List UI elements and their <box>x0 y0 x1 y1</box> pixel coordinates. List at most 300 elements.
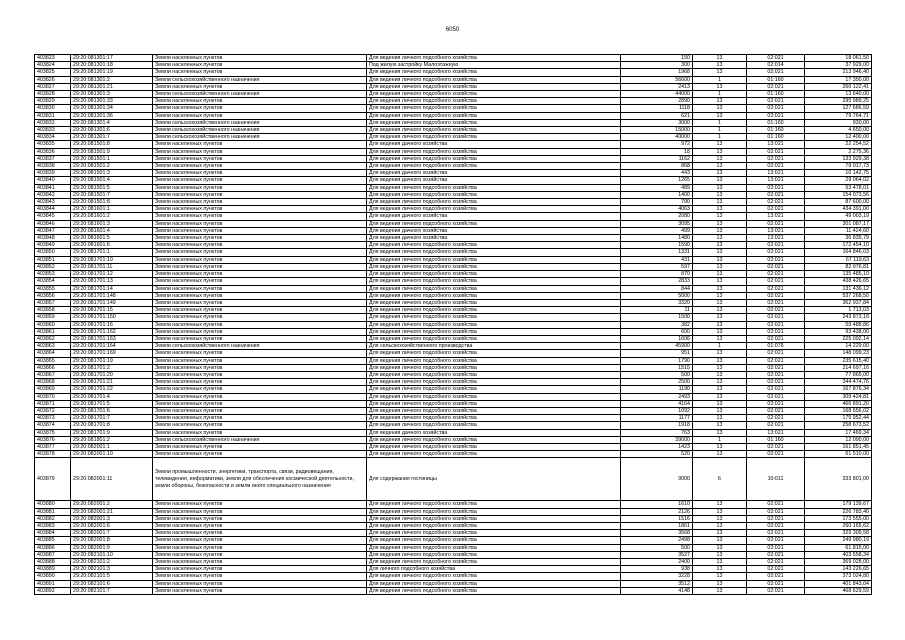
table-row <box>35 127 872 134</box>
area-cell: 500 <box>621 544 693 551</box>
cadastral-number-cell: 29:20:081701:169 <box>71 350 153 357</box>
row-number-cell: 403844 <box>35 206 71 213</box>
table-row <box>35 235 872 242</box>
activity-code-cell: 02:021 <box>747 379 805 386</box>
activity-code-cell: 02:021 <box>747 508 805 515</box>
row-number-cell: 403842 <box>35 191 71 198</box>
activity-code-cell: 02:021 <box>747 220 805 227</box>
cadastral-value-cell: 12 090,00 <box>805 436 872 443</box>
cadastral-number-cell: 29:20:081701:19 <box>71 357 153 364</box>
table-row <box>35 415 872 422</box>
row-number-cell: 403882 <box>35 515 71 522</box>
permitted-use-cell: Для ведения личного подсобного хозяйства <box>367 537 621 544</box>
zone-code-cell: 13 <box>693 256 747 263</box>
activity-code-cell: 02:021 <box>747 206 805 213</box>
cadastral-value-cell: 466 891,20 <box>805 400 872 407</box>
zone-code-cell: 13 <box>693 321 747 328</box>
row-number-cell: 403892 <box>35 587 71 594</box>
cadastral-value-cell: 225 092,14 <box>805 335 872 342</box>
zone-code-cell: 13 <box>693 227 747 234</box>
activity-code-cell: 02:021 <box>747 364 805 371</box>
permitted-use-cell: Для ведения личного подсобного хозяйства <box>367 335 621 342</box>
cadastral-value-cell: 82 976,81 <box>805 263 872 270</box>
row-number-cell: 403826 <box>35 76 71 83</box>
area-cell: 2833 <box>621 278 693 285</box>
activity-code-cell: 02:021 <box>747 357 805 364</box>
cadastral-number-cell: 29:20:081701:163 <box>71 335 153 342</box>
permitted-use-cell: Для ведения личного подсобного хозяйства <box>367 292 621 299</box>
area-cell: 1968 <box>621 69 693 76</box>
cadastral-number-cell: 29:20:081701:8 <box>71 422 153 429</box>
activity-code-cell: 02:021 <box>747 263 805 270</box>
cadastral-number-cell: 29:20:082101:10 <box>71 551 153 558</box>
row-number-cell: 403862 <box>35 335 71 342</box>
activity-code-cell: 02:021 <box>747 328 805 335</box>
activity-code-cell: 02:021 <box>747 537 805 544</box>
row-number-cell: 403850 <box>35 249 71 256</box>
zone-code-cell: 13 <box>693 580 747 587</box>
table-row <box>35 242 872 249</box>
table-row <box>35 170 872 177</box>
cadastral-number-cell: 29:20:081501:1 <box>71 155 153 162</box>
cadastral-value-cell: 213 946,40 <box>805 69 872 76</box>
table-row <box>35 307 872 314</box>
permitted-use-cell: Для ведения личного подсобного хозяйства <box>367 357 621 364</box>
table-row <box>35 364 872 371</box>
permitted-use-cell: Для ведения личного подсобного хозяйства <box>367 69 621 76</box>
cadastral-value-cell: 93 438,00 <box>805 328 872 335</box>
area-cell: 870 <box>621 271 693 278</box>
area-cell: 150 <box>621 55 693 62</box>
zone-code-cell: 13 <box>693 566 747 573</box>
cadastral-value-cell: 22 254,52 <box>805 141 872 148</box>
land-category-cell: Земли сельскохозяйственного назначения <box>153 127 367 134</box>
cadastral-number-cell: 29:20:081701:6 <box>71 407 153 414</box>
activity-code-cell: 02:021 <box>747 350 805 357</box>
table-row <box>35 155 872 162</box>
permitted-use-cell: Для ведения личного подсобного хозяйства <box>367 271 621 278</box>
zone-code-cell: 13 <box>693 206 747 213</box>
land-category-cell: Земли населенных пунктов <box>153 415 367 422</box>
permitted-use-cell: Для ведения личного подсобного хозяйства <box>367 350 621 357</box>
area-cell: 1190 <box>621 386 693 393</box>
cadastral-number-cell: 29:20:081301:4 <box>71 119 153 126</box>
cadastral-value-cell: 17 469,34 <box>805 429 872 436</box>
table-row <box>35 227 872 234</box>
row-number-cell: 403863 <box>35 343 71 350</box>
cadastral-value-cell: 61 815,00 <box>805 544 872 551</box>
area-cell: 951 <box>621 350 693 357</box>
land-category-cell: Земли населенных пунктов <box>153 451 367 458</box>
permitted-use-cell: Для ведения личного подсобного хозяйства <box>367 76 621 83</box>
land-category-cell: Земли населенных пунктов <box>153 559 367 566</box>
activity-code-cell: 02:021 <box>747 105 805 112</box>
area-cell: 2890 <box>621 98 693 105</box>
permitted-use-cell: Для ведения дачного хозяйства <box>367 213 621 220</box>
permitted-use-cell: Для ведения личного подсобного хозяйства <box>367 407 621 414</box>
activity-code-cell: 01:160 <box>747 119 805 126</box>
permitted-use-cell: Для ведения личного подсобного хозяйства <box>367 285 621 292</box>
cadastral-number-cell: 29:20:081701:148 <box>71 292 153 299</box>
row-number-cell: 403873 <box>35 415 71 422</box>
area-cell: 40000 <box>621 134 693 141</box>
row-number-cell: 403828 <box>35 91 71 98</box>
cadastral-value-cell: 37 929,00 <box>805 62 872 69</box>
zone-code-cell: 13 <box>693 220 747 227</box>
permitted-use-cell: Для ведения личного подсобного хозяйства <box>367 314 621 321</box>
cadastral-value-cell: 333 801,00 <box>805 458 872 501</box>
land-category-cell: Земли населенных пунктов <box>153 515 367 522</box>
cadastral-value-cell: 77 865,00 <box>805 371 872 378</box>
permitted-use-cell: Для ведения личного подсобного хозяйства <box>367 134 621 141</box>
land-category-cell: Земли населенных пунктов <box>153 256 367 263</box>
cadastral-number-cell: 29:20:081501:9 <box>71 148 153 155</box>
row-number-cell: 403823 <box>35 55 71 62</box>
cadastral-value-cell: 164 846,03 <box>805 249 872 256</box>
area-cell: 4063 <box>621 206 693 213</box>
activity-code-cell: 02:021 <box>747 314 805 321</box>
land-category-cell: Земли населенных пунктов <box>153 235 367 242</box>
cadastral-value-cell: 2 275,36 <box>805 148 872 155</box>
row-number-cell: 403846 <box>35 220 71 227</box>
cadastral-number-cell: 29:20:081501:8 <box>71 141 153 148</box>
permitted-use-cell: Для ведения личного подсобного хозяйства <box>367 415 621 422</box>
zone-code-cell: 1 <box>693 343 747 350</box>
land-category-cell: Земли сельскохозяйственного назначения <box>153 343 367 350</box>
activity-code-cell: 13:021 <box>747 235 805 242</box>
land-parcel-table <box>34 54 872 595</box>
row-number-cell: 403830 <box>35 105 71 112</box>
zone-code-cell: 13 <box>693 451 747 458</box>
row-number-cell: 403849 <box>35 242 71 249</box>
land-category-cell: Земли населенных пунктов <box>153 307 367 314</box>
area-cell: 3527 <box>621 551 693 558</box>
row-number-cell: 403845 <box>35 213 71 220</box>
zone-code-cell: 13 <box>693 501 747 508</box>
activity-code-cell: 02:021 <box>747 573 805 580</box>
area-cell: 499 <box>621 227 693 234</box>
cadastral-number-cell: 29:20:081701:22 <box>71 386 153 393</box>
land-category-cell: Земли населенных пунктов <box>153 544 367 551</box>
zone-code-cell: 13 <box>693 263 747 270</box>
row-number-cell: 403889 <box>35 566 71 573</box>
cadastral-number-cell: 29:20:081301:2 <box>71 76 153 83</box>
permitted-use-cell: Для ведения личного подсобного хозяйства <box>367 127 621 134</box>
row-number-cell: 403856 <box>35 292 71 299</box>
permitted-use-cell: Для ведения личного подсобного хозяйства <box>367 551 621 558</box>
area-cell: 700 <box>621 199 693 206</box>
permitted-use-cell: Для ведения дачного хозяйства <box>367 235 621 242</box>
activity-code-cell: 13:021 <box>747 213 805 220</box>
cadastral-value-cell: 373 024,80 <box>805 573 872 580</box>
cadastral-number-cell: 29:20:081701:13 <box>71 278 153 285</box>
activity-code-cell: 02:021 <box>747 163 805 170</box>
zone-code-cell: 13 <box>693 98 747 105</box>
activity-code-cell: 02:021 <box>747 400 805 407</box>
area-cell: 300 <box>621 62 693 69</box>
permitted-use-cell: Для ведения личного подсобного хозяйства <box>367 393 621 400</box>
area-cell: 9000 <box>621 458 693 501</box>
area-cell: 1092 <box>621 407 693 414</box>
cadastral-value-cell: 179 139,67 <box>805 501 872 508</box>
permitted-use-cell: Для ведения личного подсобного хозяйства <box>367 515 621 522</box>
cadastral-number-cell: 29:20:082001:8 <box>71 537 153 544</box>
zone-code-cell: 13 <box>693 285 747 292</box>
row-number-cell: 403848 <box>35 235 71 242</box>
land-category-cell: Земли населенных пунктов <box>153 278 367 285</box>
zone-code-cell: 13 <box>693 371 747 378</box>
cadastral-value-cell: 301 087,17 <box>805 220 872 227</box>
area-cell: 2400 <box>621 559 693 566</box>
area-cell: 18 <box>621 148 693 155</box>
area-cell: 1400 <box>621 191 693 198</box>
table-row <box>35 69 872 76</box>
permitted-use-cell: Для ведения личного подсобного хозяйства <box>367 263 621 270</box>
land-category-cell: Земли населенных пунктов <box>153 573 367 580</box>
table-row <box>35 551 872 558</box>
cadastral-number-cell: 29:20:082001:7 <box>71 530 153 537</box>
zone-code-cell: 13 <box>693 292 747 299</box>
activity-code-cell: 01:160 <box>747 134 805 141</box>
cadastral-number-cell: 29:20:081701:5 <box>71 400 153 407</box>
permitted-use-cell: Для ведения личного подсобного хозяйства <box>367 400 621 407</box>
row-number-cell: 403868 <box>35 379 71 386</box>
cadastral-number-cell: 29:20:081701:162 <box>71 328 153 335</box>
row-number-cell: 403888 <box>35 559 71 566</box>
zone-code-cell: 13 <box>693 170 747 177</box>
cadastral-number-cell: 29:20:082001:2 <box>71 501 153 508</box>
area-cell: 11 <box>621 307 693 314</box>
cadastral-number-cell: 29:20:082101:5 <box>71 573 153 580</box>
cadastral-value-cell: 29 064,02 <box>805 177 872 184</box>
activity-code-cell: 02:021 <box>747 307 805 314</box>
permitted-use-cell: Для ведения личного подсобного хозяйства <box>367 379 621 386</box>
row-number-cell: 403853 <box>35 271 71 278</box>
zone-code-cell: 13 <box>693 299 747 306</box>
table-row <box>35 220 872 227</box>
cadastral-number-cell: 29:20:082101:3 <box>71 566 153 573</box>
table-row <box>35 458 872 501</box>
land-category-cell: Земли сельскохозяйственного назначения <box>153 134 367 141</box>
area-cell: 1606 <box>621 335 693 342</box>
permitted-use-cell: Для ведения личного подсобного хозяйства <box>367 83 621 90</box>
land-category-cell: Земли населенных пунктов <box>153 566 367 573</box>
activity-code-cell: 02:021 <box>747 566 805 573</box>
land-category-cell: Земли населенных пунктов <box>153 537 367 544</box>
area-cell: 44000 <box>621 91 693 98</box>
activity-code-cell: 13:021 <box>747 177 805 184</box>
land-category-cell: Земли населенных пунктов <box>153 184 367 191</box>
cadastral-value-cell: 154 073,56 <box>805 191 872 198</box>
zone-code-cell: 13 <box>693 544 747 551</box>
land-category-cell: Земли населенных пунктов <box>153 242 367 249</box>
table-row <box>35 522 872 529</box>
activity-code-cell: 02:021 <box>747 415 805 422</box>
table-row <box>35 436 872 443</box>
activity-code-cell: 02:021 <box>747 544 805 551</box>
row-number-cell: 403865 <box>35 357 71 364</box>
row-number-cell: 403860 <box>35 321 71 328</box>
row-number-cell: 403876 <box>35 436 71 443</box>
table-row <box>35 544 872 551</box>
cadastral-number-cell: 29:20:081701:21 <box>71 379 153 386</box>
zone-code-cell: 13 <box>693 515 747 522</box>
row-number-cell: 403831 <box>35 112 71 119</box>
row-number-cell: 403886 <box>35 544 71 551</box>
land-category-cell: Земли населенных пунктов <box>153 371 367 378</box>
zone-code-cell: 13 <box>693 314 747 321</box>
table-row <box>35 530 872 537</box>
land-category-cell: Земли населенных пунктов <box>153 83 367 90</box>
table-row <box>35 407 872 414</box>
area-cell: 621 <box>621 112 693 119</box>
table-row <box>35 335 872 342</box>
area-cell: 489 <box>621 184 693 191</box>
zone-code-cell: 13 <box>693 357 747 364</box>
area-cell: 3512 <box>621 580 693 587</box>
cadastral-number-cell: 29:20:082101:7 <box>71 587 153 594</box>
activity-code-cell: 02:021 <box>747 55 805 62</box>
permitted-use-cell: Для ведения личного подсобного хозяйства <box>367 91 621 98</box>
cadastral-value-cell: 260 165,62 <box>805 522 872 529</box>
row-number-cell: 403854 <box>35 278 71 285</box>
permitted-use-cell: Для ведения личного подсобного хозяйства <box>367 299 621 306</box>
activity-code-cell: 02:021 <box>747 422 805 429</box>
activity-code-cell: 02:014 <box>747 62 805 69</box>
row-number-cell: 403866 <box>35 364 71 371</box>
table-row <box>35 91 872 98</box>
zone-code-cell: 13 <box>693 163 747 170</box>
permitted-use-cell: Для ведения личного подсобного хозяйства <box>367 321 621 328</box>
cadastral-number-cell: 29:20:081701:14 <box>71 285 153 292</box>
table-row <box>35 350 872 357</box>
table-row <box>35 559 872 566</box>
zone-code-cell: 13 <box>693 537 747 544</box>
cadastral-value-cell: 214 697,16 <box>805 364 872 371</box>
table-row <box>35 206 872 213</box>
area-cell: 2413 <box>621 83 693 90</box>
area-cell: 431 <box>621 256 693 263</box>
zone-code-cell: 13 <box>693 69 747 76</box>
table-row <box>35 292 872 299</box>
cadastral-number-cell: 29:20:082001:21 <box>71 508 153 515</box>
activity-code-cell: 02:021 <box>747 451 805 458</box>
land-category-cell: Земли населенных пунктов <box>153 443 367 450</box>
table-row <box>35 263 872 270</box>
table-row <box>35 451 872 458</box>
table-row <box>35 184 872 191</box>
row-number-cell: 403864 <box>35 350 71 357</box>
permitted-use-cell: Для ведения личного подсобного хозяйства <box>367 112 621 119</box>
table-row <box>35 515 872 522</box>
cadastral-value-cell: 87 600,00 <box>805 199 872 206</box>
area-cell: 600 <box>621 328 693 335</box>
cadastral-value-cell: 10 142,75 <box>805 170 872 177</box>
cadastral-number-cell: 29:20:081601:2 <box>71 213 153 220</box>
area-cell: 1162 <box>621 155 693 162</box>
cadastral-number-cell: 29:20:082001:9 <box>71 544 153 551</box>
land-category-cell: Земли населенных пунктов <box>153 522 367 529</box>
zone-code-cell: 13 <box>693 328 747 335</box>
row-number-cell: 403883 <box>35 522 71 529</box>
table-row <box>35 573 872 580</box>
permitted-use-cell: Для ведения личного подсобного хозяйства <box>367 522 621 529</box>
cadastral-value-cell: 53 478,01 <box>805 184 872 191</box>
cadastral-value-cell: 249 980,19 <box>805 537 872 544</box>
land-category-cell: Земли населенных пунктов <box>153 177 367 184</box>
row-number-cell: 403838 <box>35 163 71 170</box>
table-row <box>35 386 872 393</box>
zone-code-cell: 13 <box>693 307 747 314</box>
zone-code-cell: 13 <box>693 530 747 537</box>
permitted-use-cell: Для ведения личного подсобного хозяйства <box>367 105 621 112</box>
row-number-cell: 403835 <box>35 141 71 148</box>
activity-code-cell: 01:160 <box>747 127 805 134</box>
activity-code-cell: 02:021 <box>747 271 805 278</box>
cadastral-value-cell: 36 835,79 <box>805 235 872 242</box>
cadastral-number-cell: 29:20:081701:10 <box>71 256 153 263</box>
area-cell: 1500 <box>621 314 693 321</box>
row-number-cell: 403870 <box>35 393 71 400</box>
row-number-cell: 403890 <box>35 573 71 580</box>
cadastral-value-cell: 59 488,86 <box>805 321 872 328</box>
zone-code-cell: 13 <box>693 350 747 357</box>
row-number-cell: 403859 <box>35 314 71 321</box>
zone-code-cell: 13 <box>693 191 747 198</box>
activity-code-cell: 02:021 <box>747 83 805 90</box>
cadastral-number-cell: 29:20:081501:8 <box>71 199 153 206</box>
permitted-use-cell: Для ведения личного подсобного хозяйства <box>367 148 621 155</box>
permitted-use-cell: Под жилую застройку Малоэтажную <box>367 62 621 69</box>
row-number-cell: 403837 <box>35 155 71 162</box>
cadastral-value-cell: 295 989,25 <box>805 98 872 105</box>
table-row <box>35 141 872 148</box>
area-cell: 2500 <box>621 379 693 386</box>
zone-code-cell: 13 <box>693 62 747 69</box>
area-cell: 56600 <box>621 76 693 83</box>
cadastral-value-cell: 167 876,34 <box>805 386 872 393</box>
zone-code-cell: 13 <box>693 271 747 278</box>
table-row <box>35 62 872 69</box>
permitted-use-cell: Для ведения личного подсобного хозяйства <box>367 155 621 162</box>
table-row <box>35 83 872 90</box>
permitted-use-cell: Для личного подсобного хозяйства <box>367 566 621 573</box>
cadastral-number-cell: 29:20:082001:3 <box>71 515 153 522</box>
permitted-use-cell: Для ведения личного подсобного хозяйства <box>367 191 621 198</box>
row-number-cell: 403881 <box>35 508 71 515</box>
cadastral-value-cell: 438 426,65 <box>805 278 872 285</box>
zone-code-cell: 1 <box>693 127 747 134</box>
table-row <box>35 163 872 170</box>
zone-code-cell: 13 <box>693 429 747 436</box>
cadastral-number-cell: 29:20:081701:16 <box>71 321 153 328</box>
row-number-cell: 403857 <box>35 299 71 306</box>
row-number-cell: 403887 <box>35 551 71 558</box>
cadastral-value-cell: 143 226,65 <box>805 566 872 573</box>
area-cell: 1480 <box>621 235 693 242</box>
area-cell: 1515 <box>621 364 693 371</box>
area-cell: 3095 <box>621 220 693 227</box>
activity-code-cell: 13:021 <box>747 429 805 436</box>
table-row <box>35 256 872 263</box>
row-number-cell: 403825 <box>35 69 71 76</box>
row-number-cell: 403827 <box>35 83 71 90</box>
land-category-cell: Земли населенных пунктов <box>153 357 367 364</box>
table-row <box>35 400 872 407</box>
cadastral-value-cell: 468 629,59 <box>805 587 872 594</box>
activity-code-cell: 02:021 <box>747 335 805 342</box>
activity-code-cell: 13:021 <box>747 170 805 177</box>
